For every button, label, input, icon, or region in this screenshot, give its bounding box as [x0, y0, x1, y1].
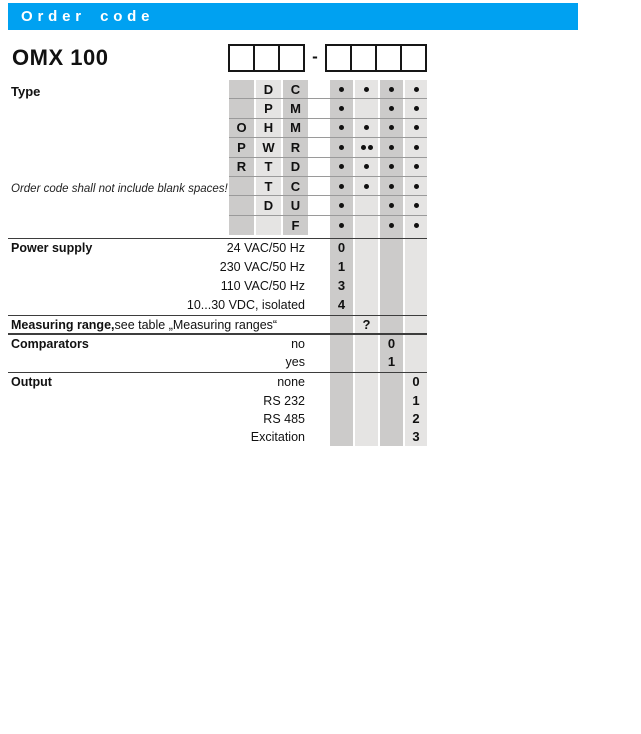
type-letter-cell: T: [264, 159, 273, 175]
option-label: 230 VAC/50 Hz: [219, 259, 305, 274]
availability-cell: [405, 177, 427, 195]
option-label: no: [291, 336, 305, 351]
availability-cell: [380, 119, 403, 137]
availability-cell: [355, 138, 378, 156]
page-title: OMX 100: [12, 45, 109, 70]
code-box: [278, 44, 305, 72]
type-row: [229, 138, 427, 157]
section-divider: [8, 333, 427, 335]
type-letter-cell: M: [290, 120, 301, 136]
type-letter-cell: O: [236, 120, 247, 136]
availability-cell: [380, 177, 403, 195]
availability-cell: [355, 158, 378, 176]
availability-cell: [330, 80, 353, 98]
option-label: 110 VAC/50 Hz: [220, 278, 305, 293]
availability-dot: [414, 223, 419, 228]
availability-cell: [405, 158, 427, 176]
availability-cell: [405, 80, 427, 98]
availability-dot: [364, 164, 369, 169]
availability-cell: [380, 99, 403, 117]
option-value: 0: [387, 335, 396, 351]
type-letter-cell: D: [263, 81, 274, 97]
code-box: [228, 44, 255, 72]
type-letter-cell: H: [263, 120, 274, 136]
availability-cell: [355, 80, 378, 98]
availability-dot: [414, 164, 419, 169]
option-label: RS 232: [263, 393, 305, 408]
type-row: [229, 196, 427, 215]
section-divider: [8, 372, 427, 374]
type-letter-cell: D: [290, 159, 301, 175]
availability-dot: [339, 164, 344, 169]
availability-cell: [405, 196, 427, 214]
option-label: yes: [285, 355, 305, 370]
type-letter-cell: C: [290, 81, 301, 97]
type-letter-cell: M: [290, 101, 301, 117]
type-letter-cell: C: [290, 178, 301, 194]
availability-dot: [414, 203, 419, 208]
section-divider: [8, 315, 427, 317]
section-label-bold: Comparators: [11, 336, 89, 351]
code-box: [325, 44, 352, 72]
option-label: RS 485: [263, 411, 305, 426]
availability-dot: [389, 223, 394, 228]
type-letter-cell: R: [290, 139, 301, 155]
code-box: [375, 44, 402, 72]
option-value: 1: [387, 354, 396, 370]
availability-cell: [405, 216, 427, 235]
option-label: Excitation: [250, 429, 305, 444]
code-box: [400, 44, 427, 72]
code-box: [253, 44, 280, 72]
header-bar: [8, 3, 578, 30]
option-label: 10...30 VDC, isolated: [186, 297, 305, 312]
availability-cell: [330, 119, 353, 137]
section-divider: [8, 238, 427, 240]
availability-dot: [414, 125, 419, 130]
type-letter-cell: R: [236, 159, 247, 175]
availability-dot: [389, 87, 394, 92]
section-label-bold: Measuring range,: [11, 317, 115, 332]
section-label-bold: Output: [11, 375, 52, 390]
type-row: [229, 80, 427, 99]
option-value: 4: [337, 296, 346, 312]
dash-separator: -: [312, 47, 318, 66]
option-value: ?: [362, 317, 371, 333]
availability-dot: [339, 125, 344, 130]
availability-dot: [364, 184, 369, 189]
availability-cell: [380, 216, 403, 235]
availability-dot: [368, 145, 373, 150]
availability-dot: [389, 164, 394, 169]
availability-dot: [414, 87, 419, 92]
availability-cell: [330, 196, 353, 214]
availability-dot: [414, 184, 419, 189]
option-value: 2: [412, 410, 420, 426]
order-code-boxes-left: [228, 44, 305, 72]
option-value: 0: [412, 374, 420, 390]
type-row: [229, 177, 427, 196]
availability-cell: [330, 138, 353, 156]
option-value: 1: [337, 258, 346, 274]
availability-cell: [380, 158, 403, 176]
option-value: 1: [412, 392, 420, 408]
availability-cell: [330, 99, 353, 117]
option-value: 0: [337, 240, 346, 255]
availability-cell: [355, 119, 378, 137]
availability-cell: [330, 216, 353, 235]
availability-dot: [339, 203, 344, 208]
type-letter-cell: T: [264, 178, 273, 194]
availability-dot: [339, 145, 344, 150]
availability-dot: [389, 125, 394, 130]
option-value: 3: [412, 428, 420, 444]
order-code-note: Order code shall not include blank spaces!: [11, 183, 228, 195]
availability-cell: [380, 138, 403, 156]
type-letter-cell: D: [263, 198, 274, 214]
availability-dot: [364, 87, 369, 92]
availability-cell: [405, 99, 427, 117]
type-row: [229, 158, 427, 177]
option-value: 3: [337, 277, 346, 293]
type-letter-cell: U: [290, 198, 301, 214]
option-label: none: [277, 375, 305, 390]
availability-dot: [389, 106, 394, 111]
availability-dot: [339, 106, 344, 111]
type-row: [229, 119, 427, 138]
availability-cell: [405, 119, 427, 137]
availability-dot: [339, 184, 344, 189]
availability-dot: [364, 125, 369, 130]
type-row: [229, 99, 427, 118]
availability-dot: [389, 184, 394, 189]
code-box: [350, 44, 377, 72]
section-label-rest: see table „Measuring ranges“: [114, 317, 278, 332]
type-letter-cell: P: [237, 139, 246, 155]
availability-dot: [389, 203, 394, 208]
type-section-label: Type: [11, 84, 41, 99]
availability-cell: [405, 138, 427, 156]
availability-dot: [361, 145, 366, 150]
header-title: Order code: [21, 8, 155, 25]
availability-cell: [330, 177, 353, 195]
availability-dot: [339, 87, 344, 92]
option-label: 24 VAC/50 Hz: [226, 241, 305, 255]
availability-dot: [389, 145, 394, 150]
availability-dot: [414, 106, 419, 111]
type-row: [229, 216, 427, 235]
section-label: [11, 316, 277, 333]
type-letter-cell: W: [262, 139, 275, 155]
availability-dot: [339, 223, 344, 228]
order-code-boxes-right: [325, 44, 427, 72]
type-letter-cell: F: [291, 217, 300, 233]
availability-cell: [330, 158, 353, 176]
availability-cell: [380, 80, 403, 98]
section-label-bold: Power supply: [11, 241, 93, 256]
availability-cell: [355, 177, 378, 195]
type-letter-cell: P: [264, 101, 273, 117]
availability-cell: [380, 196, 403, 214]
availability-dot: [414, 145, 419, 150]
